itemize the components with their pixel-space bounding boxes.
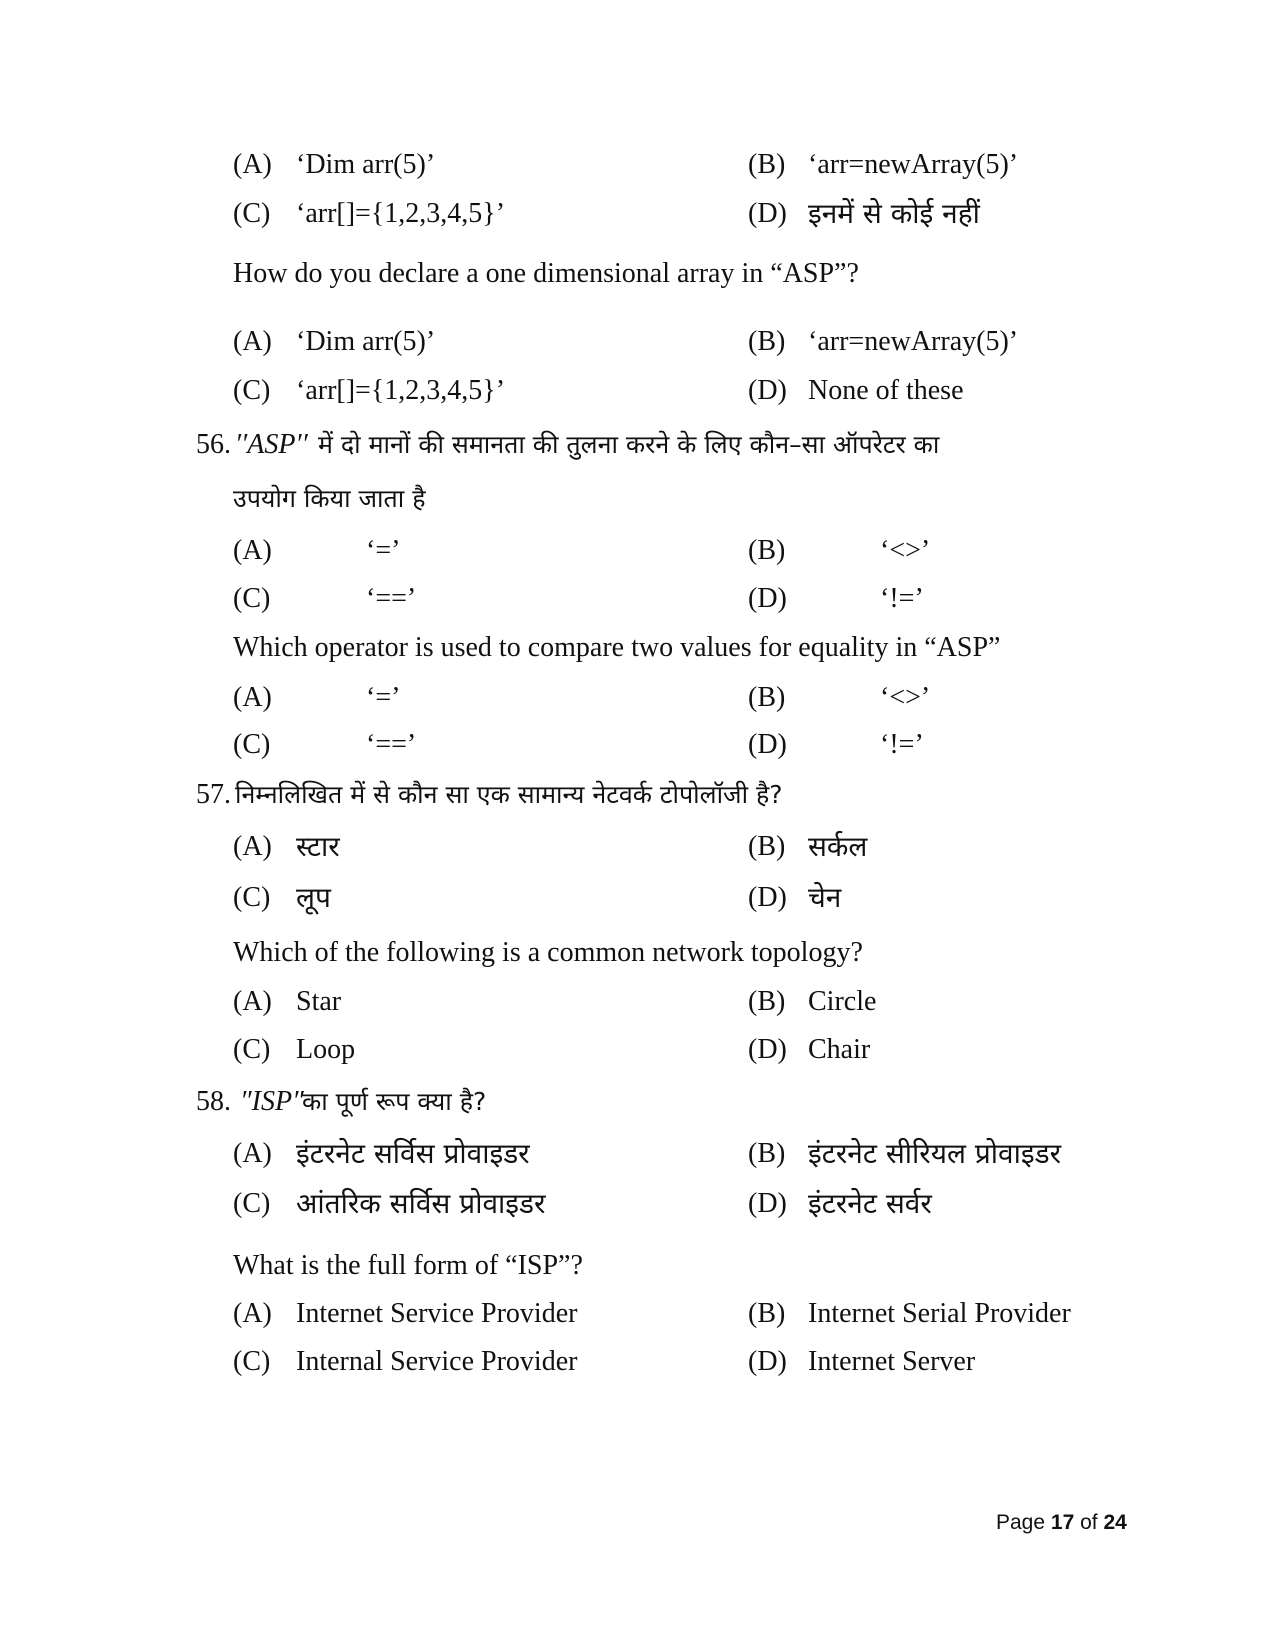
- q55-hi-option-b-label: (B): [748, 149, 786, 180]
- q55-en-option-d-label: (D): [748, 375, 787, 406]
- q58-en-question: What is the full form of “ISP”?: [233, 1250, 583, 1281]
- q57-en-option-b-text: Circle: [808, 986, 877, 1017]
- q57-en-option-a-text: Star: [296, 986, 342, 1017]
- q57-en-question: Which of the following is a common network topology?: [233, 937, 863, 968]
- q56-en-option-c-text: ‘==’: [366, 729, 417, 760]
- q57-en-option-a-label: (A): [233, 986, 272, 1017]
- q55-hi-option-a-label: (A): [233, 149, 272, 180]
- q58-hi-question: का पूर्ण रूप क्या है?: [302, 1087, 487, 1116]
- q58-en-option-c-label: (C): [233, 1346, 271, 1377]
- q55-hi-option-c-text: ‘arr[]={1,2,3,4,5}’: [296, 198, 506, 229]
- q57-hi-option-b-label: (B): [748, 831, 786, 862]
- q57-hi-option-b-text: सर्कल: [808, 830, 868, 863]
- q56-en-option-b-label: (B): [748, 682, 786, 713]
- q56-hi-option-d-text: ‘!=’: [880, 583, 924, 614]
- q58-en-option-b-label: (B): [748, 1298, 786, 1329]
- q56-en-question: Which operator is used to compare two values for equality in “ASP”: [233, 632, 1001, 663]
- q57-hi-option-a-text: स्टार: [296, 830, 340, 863]
- q58-en-option-d-label: (D): [748, 1346, 787, 1377]
- q57-en-option-d-text: Chair: [808, 1034, 871, 1065]
- q55-en-question: How do you declare a one dimensional array in “ASP”?: [233, 258, 859, 289]
- q56-number: 56.: [196, 429, 231, 460]
- q58-hi-option-a-label: (A): [233, 1138, 272, 1169]
- q58-hi-option-c-label: (C): [233, 1188, 271, 1219]
- q56-en-option-a-label: (A): [233, 682, 272, 713]
- q56-hi-option-b-label: (B): [748, 535, 786, 566]
- q58-en-option-a-text: Internet Service Provider: [296, 1298, 578, 1329]
- q56-hi-option-a-text: ‘=’: [366, 535, 401, 566]
- footer-page-total: 24: [1103, 1511, 1127, 1534]
- page-footer: [996, 1510, 1127, 1536]
- q55-en-option-a-label: (A): [233, 326, 272, 357]
- q57-hi-option-c-label: (C): [233, 882, 271, 913]
- q57-number: 57.: [196, 779, 231, 810]
- q58-number: 58.: [196, 1086, 231, 1117]
- q55-hi-option-c-label: (C): [233, 198, 271, 229]
- q56-hi-question: में दो मानों की समानता की तुलना करने के लिए कौन–सा ऑपरेटर का: [318, 430, 940, 459]
- q58-hi-isp: ″ISP″: [240, 1086, 304, 1117]
- q55-hi-option-d-label: (D): [748, 198, 787, 229]
- q56-hi-option-b-text: ‘<>’: [880, 535, 931, 566]
- q57-hi-option-c-text: लूप: [296, 881, 331, 914]
- q56-hi-option-d-label: (D): [748, 583, 787, 614]
- q56-hi-option-c-text: ‘==’: [366, 583, 417, 614]
- q58-en-option-b-text: Internet Serial Provider: [808, 1298, 1071, 1329]
- q58-hi-option-a-text: इंटरनेट सर्विस प्रोवाइडर: [296, 1137, 530, 1170]
- q56-en-option-b-text: ‘<>’: [880, 682, 931, 713]
- q56-en-option-c-label: (C): [233, 729, 271, 760]
- q57-hi-option-a-label: (A): [233, 831, 272, 862]
- q55-en-option-b-label: (B): [748, 326, 786, 357]
- q55-en-option-d-text: None of these: [808, 375, 964, 406]
- q56-hi-option-a-label: (A): [233, 535, 272, 566]
- q55-hi-option-a-text: ‘Dim arr(5)’: [296, 149, 436, 180]
- q58-hi-option-c-text: आंतरिक सर्विस प्रोवाइडर: [296, 1187, 546, 1220]
- q57-hi-option-d-label: (D): [748, 882, 787, 913]
- q56-en-option-d-label: (D): [748, 729, 787, 760]
- q55-hi-option-b-text: ‘arr=newArray(5)’: [808, 149, 1019, 180]
- q58-hi-option-b-text: इंटरनेट सीरियल प्रोवाइडर: [808, 1137, 1062, 1170]
- q55-en-option-c-text: ‘arr[]={1,2,3,4,5}’: [296, 375, 506, 406]
- q57-en-option-d-label: (D): [748, 1034, 787, 1065]
- q57-en-option-c-text: Loop: [296, 1034, 356, 1065]
- q56-en-option-a-text: ‘=’: [366, 682, 401, 713]
- q57-hi-question: निम्नलिखित में से कौन सा एक सामान्य नेटवर्क टोपोलॉजी है?: [235, 780, 783, 809]
- footer-page-word: Page: [996, 1511, 1046, 1534]
- q57-en-option-b-label: (B): [748, 986, 786, 1017]
- q56-en-option-d-text: ‘!=’: [880, 729, 924, 760]
- q56-hi-question-line2: उपयोग किया जाता है: [233, 484, 426, 513]
- q55-en-option-c-label: (C): [233, 375, 271, 406]
- q55-en-option-a-text: ‘Dim arr(5)’: [296, 326, 436, 357]
- q58-en-option-c-text: Internal Service Provider: [296, 1346, 578, 1377]
- q57-en-option-c-label: (C): [233, 1034, 271, 1065]
- q58-hi-option-d-label: (D): [748, 1188, 787, 1219]
- q55-hi-option-d-text: इनमें से कोई नहीं: [808, 197, 980, 230]
- q58-hi-option-d-text: इंटरनेट सर्वर: [808, 1187, 932, 1220]
- q58-hi-option-b-label: (B): [748, 1138, 786, 1169]
- footer-of-word: of: [1080, 1511, 1098, 1534]
- footer-page-current: 17: [1050, 1511, 1075, 1534]
- q58-en-option-d-text: Internet Server: [808, 1346, 976, 1377]
- q55-en-option-b-text: ‘arr=newArray(5)’: [808, 326, 1019, 357]
- q57-hi-option-d-text: चेन: [808, 881, 842, 914]
- q56-hi-option-c-label: (C): [233, 583, 271, 614]
- q56-hi-asp: ′′ASP′′: [235, 429, 308, 460]
- q58-en-option-a-label: (A): [233, 1298, 272, 1329]
